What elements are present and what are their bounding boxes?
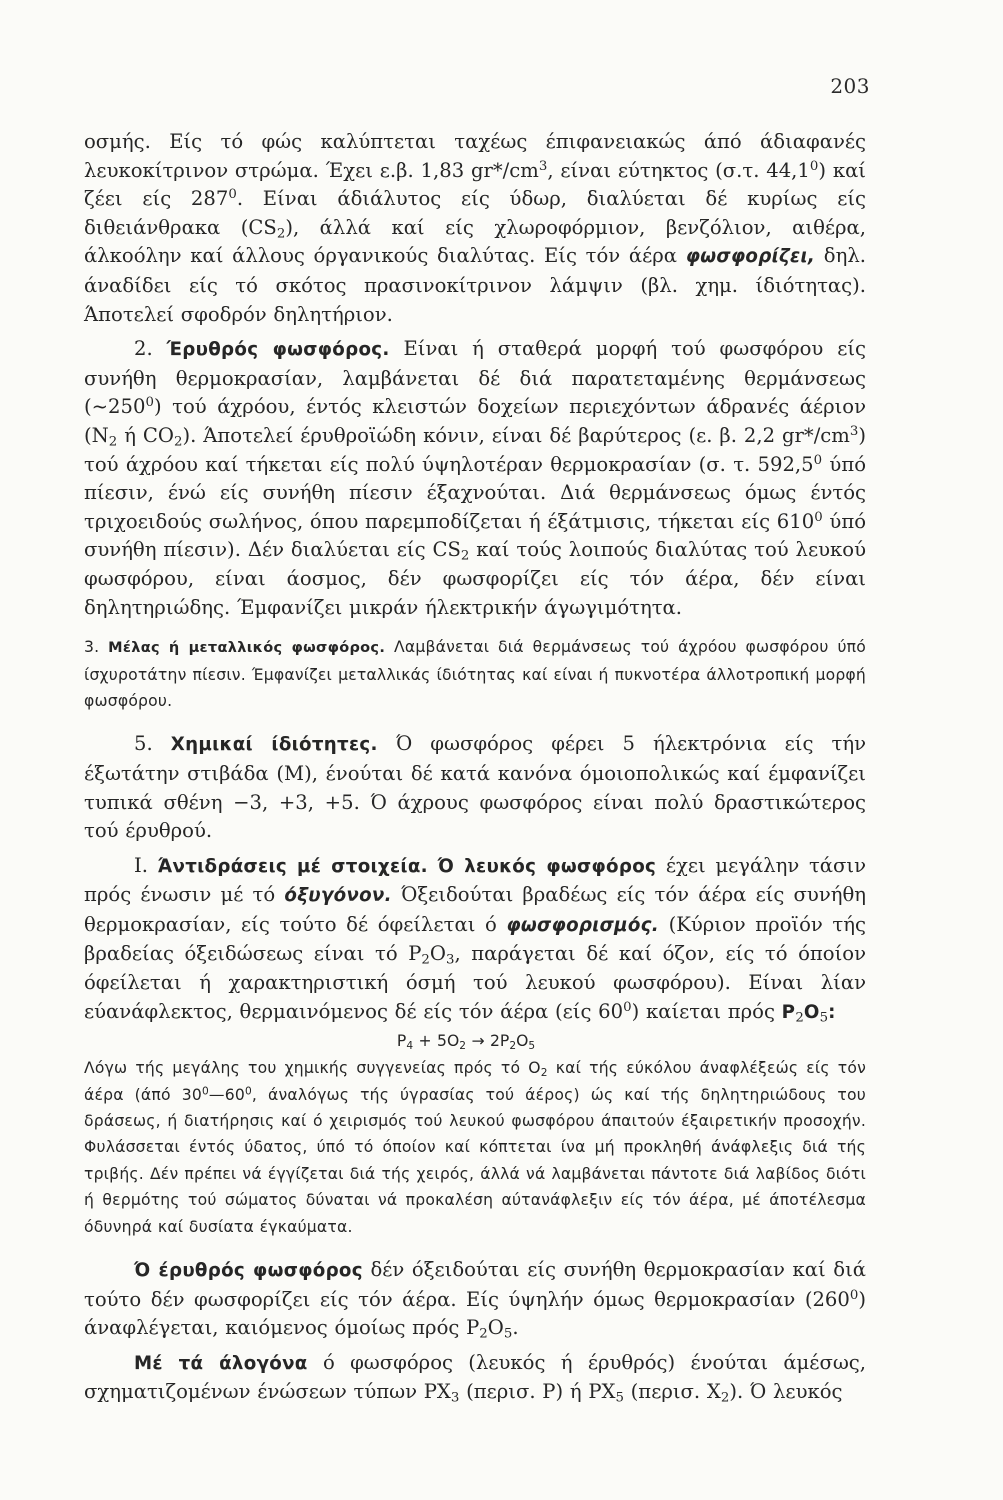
subscript: 2 [459, 1040, 466, 1053]
text-run: . [512, 1316, 519, 1340]
text-run: Λόγω τής μεγάλης του χημικής συγγενείας πρός τό O [84, 1059, 541, 1078]
subscript: 2 [460, 549, 470, 565]
text-run: δηλ. άναδίδει είς τό σκότος πρασινοκίτρινον λάμψιν (βλ. χημ. ίδιότητας). Άποτελεί σφοδρόν δηλητήριον. [84, 244, 866, 326]
subscript: 4 [406, 1040, 414, 1053]
text-run: 3. [84, 638, 109, 657]
bold-term: Μέ τά άλογόνα [134, 1352, 308, 1374]
page-body [84, 128, 866, 1407]
text-run: —60 [208, 1085, 245, 1104]
text-run: (Κύριον προϊόν τής βραδείας όξειδώσεως είναι τό P [84, 912, 866, 966]
text-run: δέν όξειδούται είς συνήθη θερμοκρασίαν καί διά τούτο δέν φωσφορίζει είς τόν άέρα. Είς ύψηλήν όμως θερμοκρασίαν (260 [84, 1258, 866, 1311]
superscript: 0 [145, 395, 154, 411]
text-run: ) τού άχρόου καί τήκεται είς πολύ ύψηλοτέραν θερμοκρασίαν (σ. τ. 592,5 [84, 423, 866, 476]
text-run: ) άναφλέγεται, καιόμενος όμοίως πρός P [84, 1287, 866, 1340]
bold-term: P [781, 1001, 796, 1023]
text-run: ). Ό λευκός [729, 1380, 843, 1404]
subscript: 2 [276, 226, 286, 242]
combustion-equation [84, 1027, 866, 1055]
page-number: 203 [830, 74, 870, 98]
bold-term: O [803, 1001, 820, 1023]
text-run: 5. [134, 732, 171, 756]
bold-term: Έρυθρός φωσφόρος. [166, 339, 390, 361]
text-run: Ό φωσφόρος φέρει 5 ήλεκτρόνια είς τήν έξωτάτην στιβάδα (M), ένούται δέ κατά κανόνα όμοιοπολικώς καί έμφανίζει τυπικά σθένη −3, +3, +5. Ό άχρους φωσφόρος είναι πολύ δραστικώτερος τού έρυθρού. [84, 732, 866, 843]
bold-term: Ό έρυθρός φωσφόρος [134, 1260, 363, 1282]
subscript: 3 [450, 1391, 460, 1407]
emphasized-term: φωσφορίζει, [685, 246, 816, 268]
paragraph-black-phosphorus [84, 634, 866, 714]
text-run: → 2P [466, 1032, 510, 1051]
paragraph-reactions-with-elements [84, 852, 866, 1028]
subscript: 2 [108, 434, 118, 450]
paragraph-red-phosphorus-oxidation [84, 1256, 866, 1343]
subscript: 2 [795, 1010, 804, 1026]
text-run: . Είναι άδιάλυτος είς ύδωρ, διαλύεται δέ κυρίως είς διθειάνθρακα (CS [84, 187, 866, 239]
subscript: 2 [720, 1391, 730, 1407]
text-run: (περισ. P) ή PX [459, 1380, 616, 1404]
text-run: οσμής. Είς τό φώς καλύπτεται ταχέως έπιφανειακώς άπό άδιαφανές λευκοκίτρινον στρώμα. Έχει ε.β. 1,83 gr*/cm [84, 130, 866, 182]
text-run: (περισ. X [623, 1380, 721, 1404]
paragraph-white-phosphorus-properties [84, 128, 866, 329]
superscript: 0 [809, 158, 819, 174]
text-run: καί τούς λοιπούς διαλύτας τού λευκού φωσφόρου, είναι άοσμος, δέν φωσφορίζει είς τόν άέρα, δέν είναι δηλητηριώδης. Έμφανίζει μικράν ήλεκτρικήν άγωγιμότητα. [84, 538, 866, 619]
subscript: 2 [540, 1067, 548, 1080]
emphasized-term: όξυγόνον. [284, 885, 392, 907]
text-run: καί τής εύκόλου άναφλέξεώς είς τόν άέρα (άπό 30 [84, 1059, 866, 1104]
superscript: 3 [849, 424, 859, 440]
subscript: 2 [509, 1040, 517, 1053]
text-run: P [396, 1032, 407, 1051]
text-run: Είναι ή σταθερά μορφή τού φωσφόρου είς συνήθη θερμοκρασίαν, λαμβάνεται δέ διά παρατεταμένης θερμάνσεως (~250 [84, 337, 866, 419]
subscript: 5 [615, 1391, 624, 1407]
subscript: 2 [421, 953, 430, 969]
text-run: Όξειδούται βραδέως είς τόν άέρα είς συνήθη θερμοκρασίαν, είς τούτο δέ όφείλεται ό [84, 883, 867, 936]
bold-term: Μέλας ή μεταλλικός φωσφόρος. [108, 640, 386, 657]
bold-term: Χημικαί ίδιότητες. [170, 734, 378, 756]
text-run: O [429, 942, 446, 966]
superscript: 0 [814, 509, 823, 525]
subscript: 5 [819, 1010, 829, 1026]
paragraph-red-phosphorus [84, 335, 866, 622]
superscript: 3 [538, 158, 548, 174]
subscript: 5 [503, 1327, 513, 1342]
paragraph-chemical-properties [84, 730, 866, 845]
subscript: 5 [528, 1040, 536, 1053]
superscript: 0 [244, 1085, 252, 1098]
text-run: ύπό πίεσιν, ένώ είς συνήθη πίεσιν έξαχνούται. Διά θερμάνσεως όμως έντός τριχοειδούς σωλήνος, όπου παρεμποδίζεται ή έξάτμισις, τήκεται είς 610 [84, 452, 866, 533]
superscript: 0 [849, 1287, 859, 1303]
paragraph-handling-precautions [84, 1055, 866, 1240]
text-run: έχει μεγάλην τάσιν πρός ένωσιν μέ τό [84, 853, 867, 907]
text-run: ), άλλά καί είς χλωροφόρμιον, βενζόλιον, αιθέρα, άλκοόλην καί άλλους όργανικούς διαλύτας. Είς τόν άέρα [84, 215, 866, 268]
text-run: , άναλόγως τής ύγρασίας τού άέρος) ώς καί τής δηλητηριώδους του δράσεως, ή διατήρησις καί ό χειρισμός τού λευκού φωσφόρου άπαιτούν έξαιρετικήν προσοχήν. Φυλάσσεται έντός ύδατος, ύπό τό όποίον καί κόπτεται ίνα μή προκληθή άνάφλεξις διά τής τριβής. Δέν πρέπει νά έγγίζεται διά τής χειρός, άλλά νά λαμβάνεται πάντοτε διά λαβίδος διότι ή θερμότης τού σώματος δύναται νά προκαλέση αύτανάφλεξιν είς τόν άέρα, μέ άποτέλεσμα όδυνηρά καί δυσίατα έγκαύματα. [84, 1085, 866, 1236]
text-run: ό φωσφόρος (λευκός ή έρυθρός) ένούται άμέσως, σχηματιζομένων ένώσεων τύπων PX [84, 1350, 866, 1404]
text-run: ύπό συνήθη πίεσιν). Δέν διαλύεται είς CS [84, 509, 867, 562]
bold-term: Άντιδράσεις μέ στοιχεία. [157, 855, 428, 877]
text-run: 2. [134, 337, 167, 361]
text-run: O [516, 1032, 529, 1051]
superscript: 0 [813, 452, 823, 468]
emphasized-term: φωσφορισμός. [506, 914, 659, 936]
superscript: 0 [201, 1085, 209, 1098]
subscript: 2 [173, 434, 183, 450]
bold-term: : [828, 1001, 836, 1023]
text-run: , είναι εύτηκτος (σ.τ. 44,1 [547, 158, 810, 182]
subscript: 3 [445, 953, 455, 969]
subscript: 2 [479, 1327, 488, 1342]
text-run: ) τού άχρόου, έντός κλειστών δοχείων περιεχόντων άδρανές άέριον (N [84, 395, 866, 447]
superscript: 0 [623, 999, 632, 1015]
paragraph-halogens [84, 1349, 866, 1407]
text-run [428, 854, 438, 877]
superscript: 0 [228, 187, 237, 203]
text-run: Λαμβάνεται διά θερμάνσεως τού άχρόου φωσφόρου ύπό ίσχυροτάτην πίεσιν. Έμφανίζει μεταλλικάς ίδιότητας καί είναι ή πυκνοτέρα άλλοτροπική μορφή φωσφόρου. [84, 638, 866, 710]
text-run: + 5O [413, 1032, 460, 1051]
bold-term: Ό λευκός φωσφόρος [437, 855, 657, 877]
text-run: ή CO [117, 423, 174, 447]
text-run: ) καίεται πρός [631, 999, 782, 1023]
text-run: O [487, 1316, 504, 1340]
text-run: , παράγεται δέ καί όζον, είς τό όποίον όφείλεται ή χαρακτηριστική όσμή τού λευκού φωσφόρου). Είναι λίαν εύανάφλεκτος, θερμαινόμενος δέ είς τόν άέρα (είς 60 [84, 942, 866, 1023]
text-run: ). Άποτελεί έρυθροϊώδη κόνιν, είναι δέ βαρύτερος (ε. β. 2,2 gr*/cm [182, 423, 850, 447]
text-run: I. [134, 853, 158, 877]
text-run: ) καί ζέει είς 287 [84, 158, 866, 211]
